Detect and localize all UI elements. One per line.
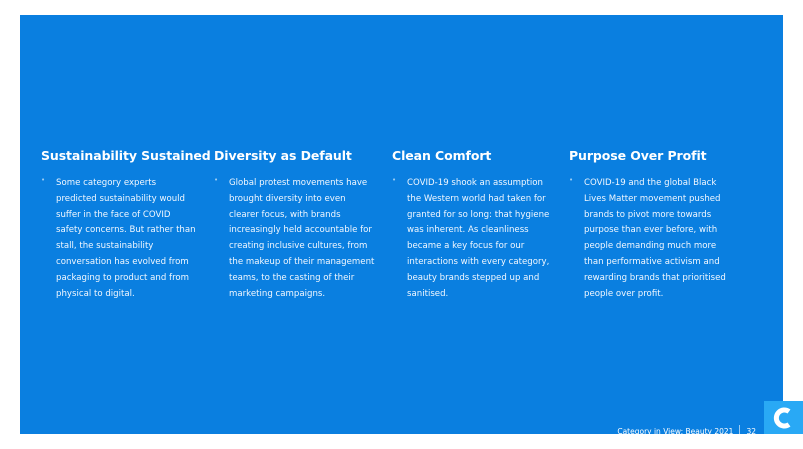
- column-body: Some category experts predicted sustainability would suffer in the face of COVID safety concerns. But rather than stall, the sustainability conversation has evolved from packaging to product and from physical to digital.: [56, 178, 196, 299]
- slide-footer: [617, 425, 756, 438]
- bullet-item: [41, 176, 196, 302]
- bullet-item: [569, 176, 732, 302]
- report-title: Category in View: Beauty 2021: [617, 427, 734, 436]
- bullet-dot-icon: •: [41, 176, 46, 184]
- column-body: Global protest movements have brought diversity into even clearer focus, with brands increasingly held accountable for creating inclusive cultures, from the makeup of their management teams, to the casting of their marketing campaigns.: [229, 178, 375, 299]
- bullet-item: [392, 176, 555, 302]
- column-clean-comfort: [392, 148, 555, 302]
- c-logo-icon: [764, 401, 803, 434]
- c-logo-glyph: [773, 407, 795, 429]
- column-body: COVID-19 shook an assumption the Western world had taken for granted for so long: that hygiene was inherent. As cleanliness became a key focus for our interactions with every category, beauty brands stepped up and sanitised.: [407, 178, 550, 299]
- column-sustainability: [41, 148, 211, 302]
- bullet-dot-icon: •: [392, 176, 397, 184]
- column-title: Purpose Over Profit: [569, 148, 707, 163]
- column-body: COVID-19 and the global Black Lives Matter movement pushed brands to pivot more towards purpose than ever before, with people demanding much more than performative activism and rewarding brands that prioritised people over profit.: [584, 178, 726, 299]
- footer-divider: [739, 425, 740, 438]
- page-number: 32: [746, 427, 756, 436]
- bullet-item: [214, 176, 377, 302]
- column-purpose: [569, 148, 732, 302]
- column-title: Diversity as Default: [214, 148, 352, 163]
- bullet-dot-icon: •: [214, 176, 219, 184]
- bullet-dot-icon: •: [569, 176, 574, 184]
- column-title: Sustainability Sustained: [41, 148, 211, 163]
- column-title: Clean Comfort: [392, 148, 492, 163]
- column-diversity: [214, 148, 377, 302]
